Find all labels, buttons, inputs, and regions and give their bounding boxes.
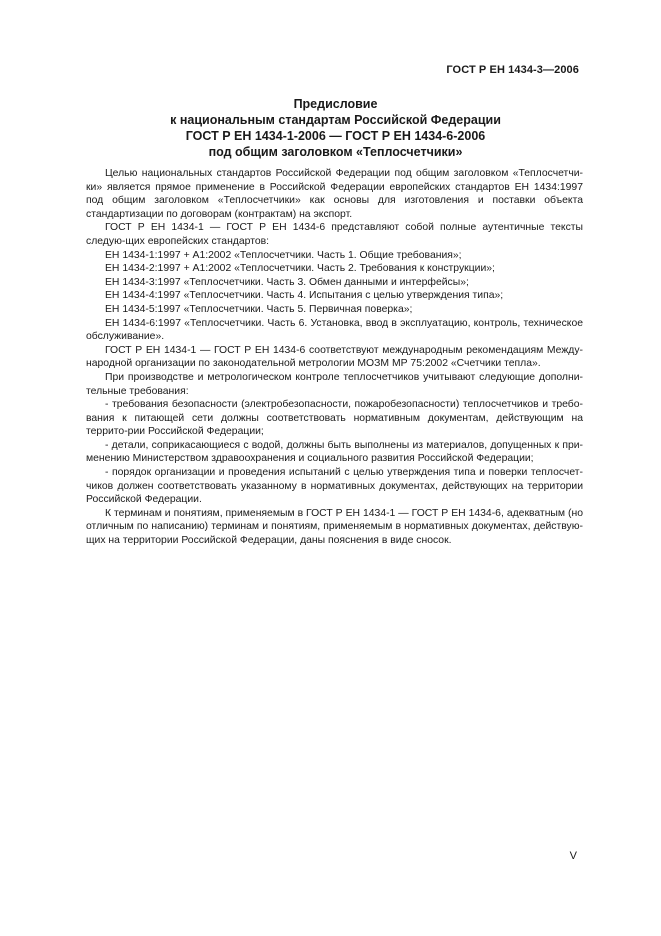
preface-title [70,96,601,160]
standard-item-3: ЕН 1434-3:1997 «Теплосчетчики. Часть 3. Обмен данными и интерфейсы»; [105,276,469,288]
title-line-2: к национальным стандартам Российской Федерации [170,113,501,127]
document-code: ГОСТ Р ЕН 1434-3—2006 [446,64,579,76]
title-line-3: ГОСТ Р ЕН 1434-1-2006 — ГОСТ Р ЕН 1434-6-2006 [185,129,486,143]
page-number: V [569,850,577,862]
standard-item-2: ЕН 1434-2:1997 + А1:2002 «Теплосчетчики. Часть 2. Требования к конструкции»; [105,263,495,275]
title-line-1: Предисловие [293,97,378,111]
standard-item-4: ЕН 1434-4:1997 «Теплосчетчики. Часть 4. Испытания с целью утверждения типа»; [105,290,504,302]
requirement-safety: - требования безопасности (электробезопасности, пожаробезопасности) теплосчетчиков и требо-вания к питающей сети должны соответствовать нормативным документам, действующим на террито-рии Российской Федерации; [86,399,583,438]
paragraph-authentic-texts: ГОСТ Р ЕН 1434-1 — ГОСТ Р ЕН 1434-6 представляют собой полные аутентичные тексты следую-щих европейских стандартов: [86,222,583,247]
requirement-materials: - детали, соприкасающиеся с водой, должны быть выполнены из материалов, допущенных к при-менению Министерством здравоохранения и социального развития Российской Федерации; [86,439,583,465]
title-line-4: под общим заголовком «Теплосчетчики» [208,145,463,159]
paragraph-oiml: ГОСТ Р ЕН 1434-1 — ГОСТ Р ЕН 1434-6 соответствуют международным рекомендациям Между-народной организации по законодательной метрологии МОЗМ МР 75:2002 «Счетчики тепла». [86,344,583,370]
paragraph-purpose: Целью национальных стандартов Российской Федерации под общим заголовком «Теплосчетчи-ки» является прямое применение в Российской Федерации европейских стандартов ЕН 1434:1997 под общим заголовком «Теплосчетчики» как основы для изготовления и поставки объекта стандартизации по договорам (контрактам) на экспорт. [86,168,583,220]
requirement-testing: - порядок организации и проведения испытаний с целью утверждения типа и поверки теплосчет-чиков должен соответствовать указанному в нормативных документах, действующих на территории Российской Федерации. [86,467,583,506]
standard-item-1: ЕН 1434-1:1997 + А1:2002 «Теплосчетчики. Часть 1. Общие требования»; [105,249,462,261]
paragraph-terms: К терминам и понятиям, применяемым в ГОСТ Р ЕН 1434-1 — ГОСТ Р ЕН 1434-6, адекватным (но отличным по написанию) терминам и понятиям, применяемым в нормативных документах, действую-щих на территории Российской Федерации, даны пояснения в виде сносок. [86,507,583,547]
standard-item-5: ЕН 1434-5:1997 «Теплосчетчики. Часть 5. Первичная поверка»; [105,303,413,315]
preface-body [86,167,583,548]
standard-item-6: ЕН 1434-6:1997 «Теплосчетчики. Часть 6. Установка, ввод в эксплуатацию, контроль, техническое обслуживание». [86,317,583,343]
paragraph-additional-requirements: При производстве и метрологическом контроле теплосчетчиков учитывают следующие дополни-тельные требования: [86,371,583,397]
